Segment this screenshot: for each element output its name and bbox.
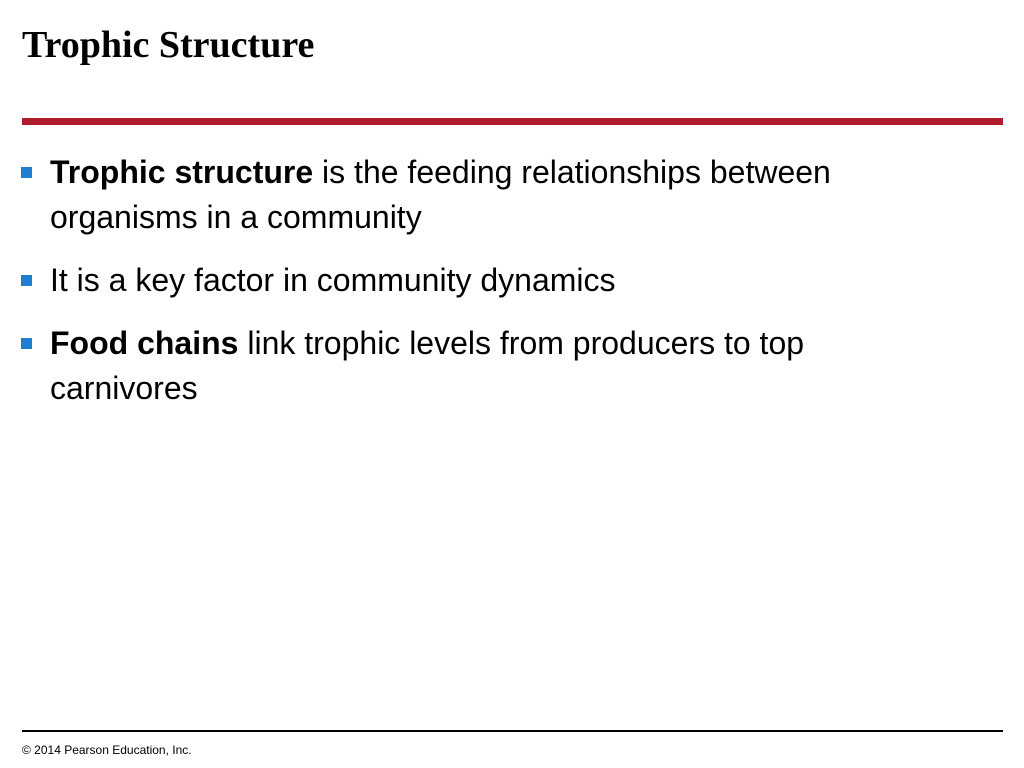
- square-bullet-icon: [21, 167, 32, 178]
- bullet-text: link trophic levels from producers to top carnivores: [50, 325, 805, 406]
- square-bullet-icon: [21, 275, 32, 286]
- title-divider: [22, 118, 1003, 125]
- footer-divider: [22, 730, 1003, 732]
- slide-title: Trophic Structure: [22, 24, 315, 66]
- bullet-item: [0, 258, 1024, 303]
- bullet-text: It is a key factor in community dynamics: [50, 262, 616, 298]
- bullet-item: [0, 150, 1024, 240]
- bullet-bold-term: Trophic structure: [50, 154, 314, 190]
- bullet-text: is the feeding relationships between organisms in a community: [50, 154, 831, 235]
- square-bullet-icon: [21, 338, 32, 349]
- bullet-bold-term: Food chains: [50, 325, 239, 361]
- bullet-list: [0, 150, 1024, 429]
- bullet-item: [0, 321, 1024, 411]
- copyright-footer: © 2014 Pearson Education, Inc.: [22, 743, 192, 757]
